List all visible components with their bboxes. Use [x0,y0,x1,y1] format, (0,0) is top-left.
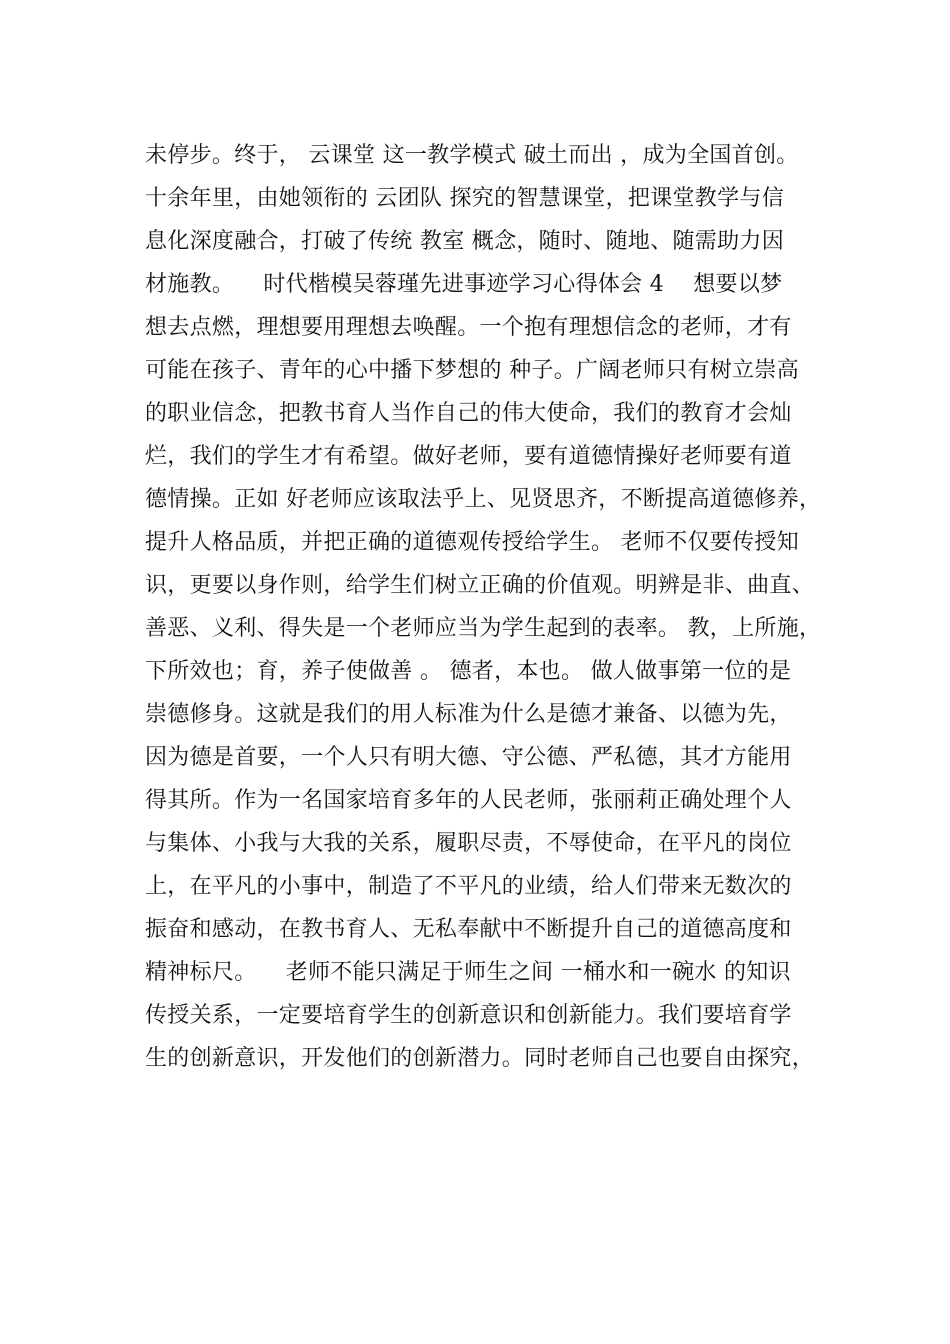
text-line: 十余年里，由她领衔的 云团队 探究的智慧课堂，把课堂教学与信 [145,186,784,211]
text-line: 崇德修身。这就是我们的用人标准为什么是德才兼备、以德为先， [145,702,792,727]
text-line: 息化深度融合，打破了传统 教室 概念，随时、随地、随需助力因 [145,229,784,254]
text-line: 上，在平凡的小事中，制造了不平凡的业绩，给人们带来无数次的 [145,874,792,899]
text-line: 识，更要以身作则，给学生们树立正确的价值观。明辨是非、曲直、 [145,573,815,598]
text-line: 善恶、义利、得失是一个老师应当为学生起到的表率。 教，上所施， [145,616,822,641]
text-line: 振奋和感动，在教书育人、无私奉献中不断提升自己的道德高度和 [145,917,792,942]
body-text [145,134,835,1080]
text-line: 精神标尺。 老师不能只满足于师生之间 一桶水和一碗水 的知识 [145,960,791,985]
text-line: 生的创新意识，开发他们的创新潜力。同时老师自己也要自由探究， [145,1046,815,1071]
text-line: 的职业信念，把教书育人当作自己的伟大使命，我们的教育才会灿 [145,401,792,426]
text-line: 与集体、小我与大我的关系，履职尽责，不辱使命，在平凡的岗位 [145,831,792,856]
text-line: 传授关系，一定要培育学生的创新意识和创新能力。我们要培育学 [145,1003,792,1028]
text-line: 材施教。 时代楷模吴蓉瑾先进事迹学习心得体会 4 想要以梦 [145,272,783,297]
text-line: 德情操。正如 好老师应该取法乎上、见贤思齐，不断提高道德修养， [145,487,822,512]
text-line: 烂，我们的学生才有希望。做好老师，要有道德情操好老师要有道 [145,444,792,469]
text-line: 提升人格品质，并把正确的道德观传授给学生。 老师不仅要传授知 [145,530,799,555]
text-line: 因为德是首要，一个人只有明大德、守公德、严私德，其才方能用 [145,745,792,770]
text-line: 未停步。终于， 云课堂 这一教学模式 破土而出 ，成为全国首创。 [145,143,799,168]
text-line: 下所效也；育，养子使做善 。 德者，本也。 做人做事第一位的是 [145,659,792,684]
text-line: 想去点燃，理想要用理想去唤醒。一个抱有理想信念的老师，才有 [145,315,792,340]
text-line: 可能在孩子、青年的心中播下梦想的 种子。广阔老师只有树立崇高 [145,358,799,383]
text-line: 得其所。作为一名国家培育多年的人民老师，张丽莉正确处理个人 [145,788,792,813]
